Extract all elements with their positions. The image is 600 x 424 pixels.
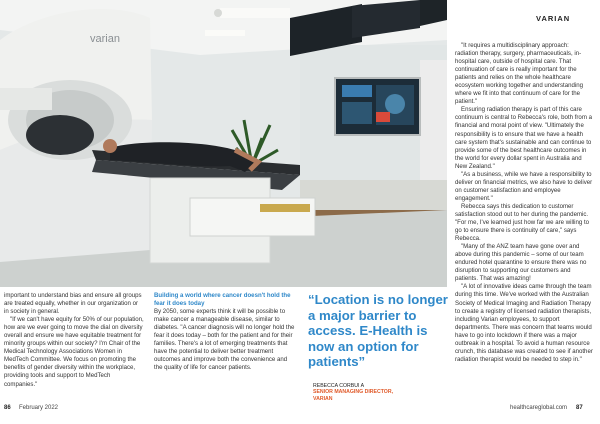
paragraph: Ensuring radiation therapy is part of this care continuum is central to Rebecca's role, both from a financial and moral point of view. "Ultimately the responsibility is to ensure that we have a health care system that's sustainable and can continue to provide some of the best healthcare outcomes in the world for every dollar spent in Australia and New Zealand." <box>455 106 592 170</box>
paragraph: "As a business, while we have a responsibility to deliver on financial metrics, we also have to deliver on customer satisfaction and employee engagement." <box>455 170 593 202</box>
paragraph: "If we can't have equity for 50% of our population, how are we ever going to move the dial on diversity overall and ensure we have equitable treatment for minority groups within our society? I'm Chair of the Medical Technology Associations Women in MedTech Committee. We focus on promoting the benefits of gender diversity within the workplace, providing tools and support to MedTech companies." <box>4 316 144 388</box>
paragraph: By 2050, some experts think it will be possible to make cancer a manageable disease, similar to diabetes. "A cancer diagnosis will no longer hold the fear it does today – both for the patient and for their families. There's a lot of emerging treatments that have the potential to deliver better treatment outcomes and improve both the convenience and the quality of life for cancer patients. <box>154 308 295 372</box>
quote-attribution <box>313 383 443 402</box>
paragraph: Rebecca says this dedication to customer satisfaction stood out to her during the pandemic. "For me, I've learned just how far we are willing to go to ensure there is continuity of care," says Rebecca. <box>455 202 590 243</box>
website-link[interactable]: healthcareglobal.com <box>510 405 568 411</box>
issue-date: February 2022 <box>19 405 59 411</box>
attribution-name: REBECCA CORBUI A <box>313 383 365 389</box>
page-number-left: 86 <box>4 405 11 411</box>
paragraph: important to understand bias and ensure all groups are treated equally, whether in our organization or in society in general. <box>4 292 142 316</box>
page-number-right: 87 <box>576 405 583 411</box>
machine-logo: varian <box>90 33 120 45</box>
attribution-company: VARIAN <box>313 395 333 402</box>
brand-tag: VARIAN <box>536 14 571 23</box>
section-heading: Building a world where cancer doesn't hold the fear it does today <box>154 292 291 308</box>
article-column-middle <box>154 292 297 372</box>
paragraph: "Many of the ANZ team have gone over and above during this pandemic – some of our team endured hotel quarantine to ensure there was no disruption to supporting our customers and patients. That was amazing! <box>455 243 587 283</box>
pull-quote: “Location is no longer a major barrier to access. E-Health is now an option for patients” <box>308 292 448 370</box>
attribution-role: SENIOR MANAGING DIRECTOR, <box>313 389 394 396</box>
paragraph: "A lot of innovative ideas came through the team during this time. We've worked with the Australian Society of Medical Imaging and Radiation Therapy to create a registry of licensed radiation therapists, including Varian employees, to support departments. There was concern that teams would have to go into lockdown if there was a major outbreak in a hospital. To avoid a human resource crunch, this database was created to see if another radiation therapist would be needed to step in." <box>455 283 593 363</box>
paragraph: "It requires a multidisciplinary approach: radiation therapy, surgery, pharmaceuticals, in-hospital care, outside of hospital care. That continuation of care is really important for the patients and relies on the whole healthcare ecosystem working together and understanding where we fit into that continuum of care for the patient." <box>455 42 584 106</box>
article-column-right <box>455 42 593 364</box>
article-column-left <box>4 292 144 389</box>
